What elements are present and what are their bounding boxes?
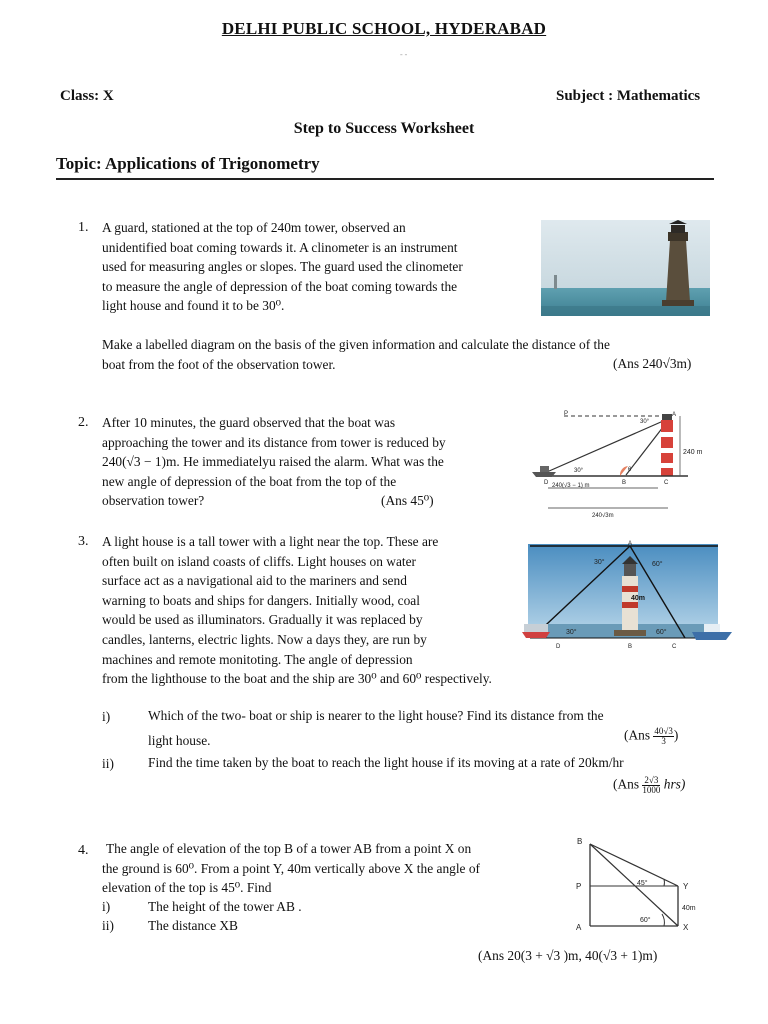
q4-sub-ii-num: ii) [102, 918, 114, 933]
q2-label-d: D [544, 480, 549, 486]
q3-label-d: D [556, 644, 561, 650]
q2-height: 240 m [683, 449, 703, 456]
q3-sub-i-num: i) [102, 709, 111, 724]
q4-angle-45: 45° [637, 880, 648, 887]
q2-label-a: A [672, 412, 677, 418]
q4-angle-60: 60° [640, 917, 651, 924]
q2-angle-top: 30° [640, 419, 650, 425]
q4-diagram [570, 834, 710, 938]
q2-angle-theta: θ [628, 467, 632, 473]
q4-line: the ground is 60⁰. From a point Y, 40m vertically above X the angle of [102, 860, 481, 876]
school-name: DELHI PUBLIC SCHOOL, HYDERABAD [221, 19, 547, 38]
worksheet-title: Step to Success Worksheet [293, 120, 475, 137]
q3-height: 40m [631, 595, 646, 602]
q2-label-p: P [564, 411, 569, 417]
q4-sub-i-num: i) [102, 899, 111, 914]
q3-sub-ii-answer-den: 1000 [642, 785, 661, 795]
q2-dist2: 240√3m [592, 513, 614, 519]
q3-text [102, 532, 492, 689]
q3-line: surface act as a navigational aid to the mariners and send [102, 573, 407, 589]
q3-sub-i-line1: Which of the two- boat or ship is nearer to the light house? Find its distance from the [148, 708, 604, 723]
q2-number: 2. [78, 415, 89, 430]
q3-sub-i-answer [624, 727, 678, 746]
q2-label-c: C [664, 480, 669, 486]
q3-sub-i-answer-prefix: (Ans [624, 727, 651, 743]
lighthouse-photo [541, 220, 710, 316]
q3-line: machines and remote monitoting. The angle of depression [102, 651, 413, 667]
q2-line: observation tower? [102, 493, 205, 509]
q3-line: from the lighthouse to the boat and the ship are 30⁰ and 60⁰ respectively. [102, 671, 492, 687]
q4-height: 40m [682, 905, 696, 912]
q3-sub-ii-answer-suffix: hrs) [663, 776, 686, 792]
q3-sub-ii-answer [613, 776, 685, 795]
q3-label-a: A [628, 541, 633, 547]
q3-angle-right: 60° [652, 561, 663, 568]
q3-sub-i-answer-num: 40√3 [654, 726, 673, 736]
q4-label-y: Y [683, 882, 689, 891]
q3-sub-ii-answer-fraction [642, 776, 660, 795]
q1-line: unidentified boat coming towards it. A clinometer is an instrument [102, 239, 458, 255]
topic-rule [56, 178, 714, 180]
q2-angle-boat: 30° [574, 468, 584, 474]
q3-sub-i-answer-den: 3 [661, 736, 666, 746]
q4-answer: (Ans 20(3 + √3 )m, 40(√3 + 1)m) [478, 948, 658, 963]
q3-label-b: B [628, 644, 633, 650]
q2-line: 240(√3 − 1)m. He immediatelyu raised the alarm. What was the [102, 454, 444, 470]
q1-line: light house and found it to be 30⁰. [102, 298, 285, 314]
q3-number: 3. [78, 534, 89, 549]
q3-line: A light house is a tall tower with a light near the top. These are [102, 534, 439, 549]
q3-sub-i-answer-fraction [653, 727, 673, 746]
q1-number: 1. [78, 220, 89, 235]
q1-answer: (Ans 240√3m) [613, 356, 692, 371]
q4-number: 4. [78, 843, 89, 858]
q2-answer: (Ans 45⁰) [381, 493, 434, 508]
q3-line: would be used as illuminators. Gradually it was replaced by [102, 612, 423, 628]
q3-sub-i-answer-suffix: ) [673, 727, 679, 743]
q3-angle-left: 30° [594, 559, 605, 566]
q1-text [102, 218, 463, 316]
q4-sub-ii: The distance XB [148, 918, 238, 933]
topic-heading: Topic: Applications of Trigonometry [56, 154, 320, 173]
q2-line: After 10 minutes, the guard observed that the boat was [102, 415, 396, 430]
q4-label-a: A [576, 923, 582, 932]
q3-sub-ii-answer-num: 2√3 [642, 776, 660, 786]
q1-para2-line2: boat from the foot of the observation tower. [102, 357, 336, 372]
q3-sub-ii-num: ii) [102, 756, 114, 771]
q3-sub-i-line2: light house. [148, 733, 211, 748]
q1-line: A guard, stationed at the top of 240m tower, observed an [102, 220, 406, 235]
q2-line: new angle of depression of the boat from the top of the [102, 473, 397, 489]
q2-label-b: B [622, 480, 627, 486]
q3-angle-boat: 30° [566, 629, 577, 636]
q3-diagram [520, 536, 734, 652]
class-label: Class: X [60, 88, 114, 104]
q2-line: approaching the tower and its distance from tower is reduced by [102, 434, 446, 450]
subject-label: Subject : Mathematics [556, 88, 701, 104]
q4-sub-i: The height of the tower AB . [148, 899, 302, 914]
q3-line: candles, lanterns, electric lights. Now a days they, are run by [102, 631, 427, 647]
q4-label-x: X [683, 923, 689, 932]
q4-label-p: P [576, 882, 582, 891]
q3-angle-ship: 60° [656, 629, 667, 636]
q2-diagram [528, 408, 713, 523]
q3-line: warning to boats and ships for dangers. Initially wood, coal [102, 592, 420, 608]
q3-label-c: C [672, 644, 677, 650]
q3-sub-ii-line: Find the time taken by the boat to reach the light house if its moving at a rate of 20km/hr [148, 755, 624, 770]
q2-dist1: 240(√3 − 1) m [552, 483, 590, 489]
q3-sub-ii-answer-prefix: (Ans [613, 776, 640, 792]
q1-para2-line1: Make a labelled diagram on the basis of the given information and calculate the distance of the [102, 337, 610, 352]
q4-line: elevation of the top is 45⁰. Find [102, 880, 272, 896]
faint-mark: - - [400, 50, 408, 59]
q1-line: used for measuring angles or slopes. The guard used the clinometer [102, 259, 463, 275]
q4-text [102, 839, 480, 898]
q1-line: to measure the angle of depression of the boat coming towards the [102, 278, 458, 294]
q4-line: The angle of elevation of the top B of a tower AB from a point X on [106, 841, 472, 856]
q4-label-b: B [577, 837, 583, 846]
q3-line: often built on island coasts of cliffs. Light houses on water [102, 553, 417, 569]
